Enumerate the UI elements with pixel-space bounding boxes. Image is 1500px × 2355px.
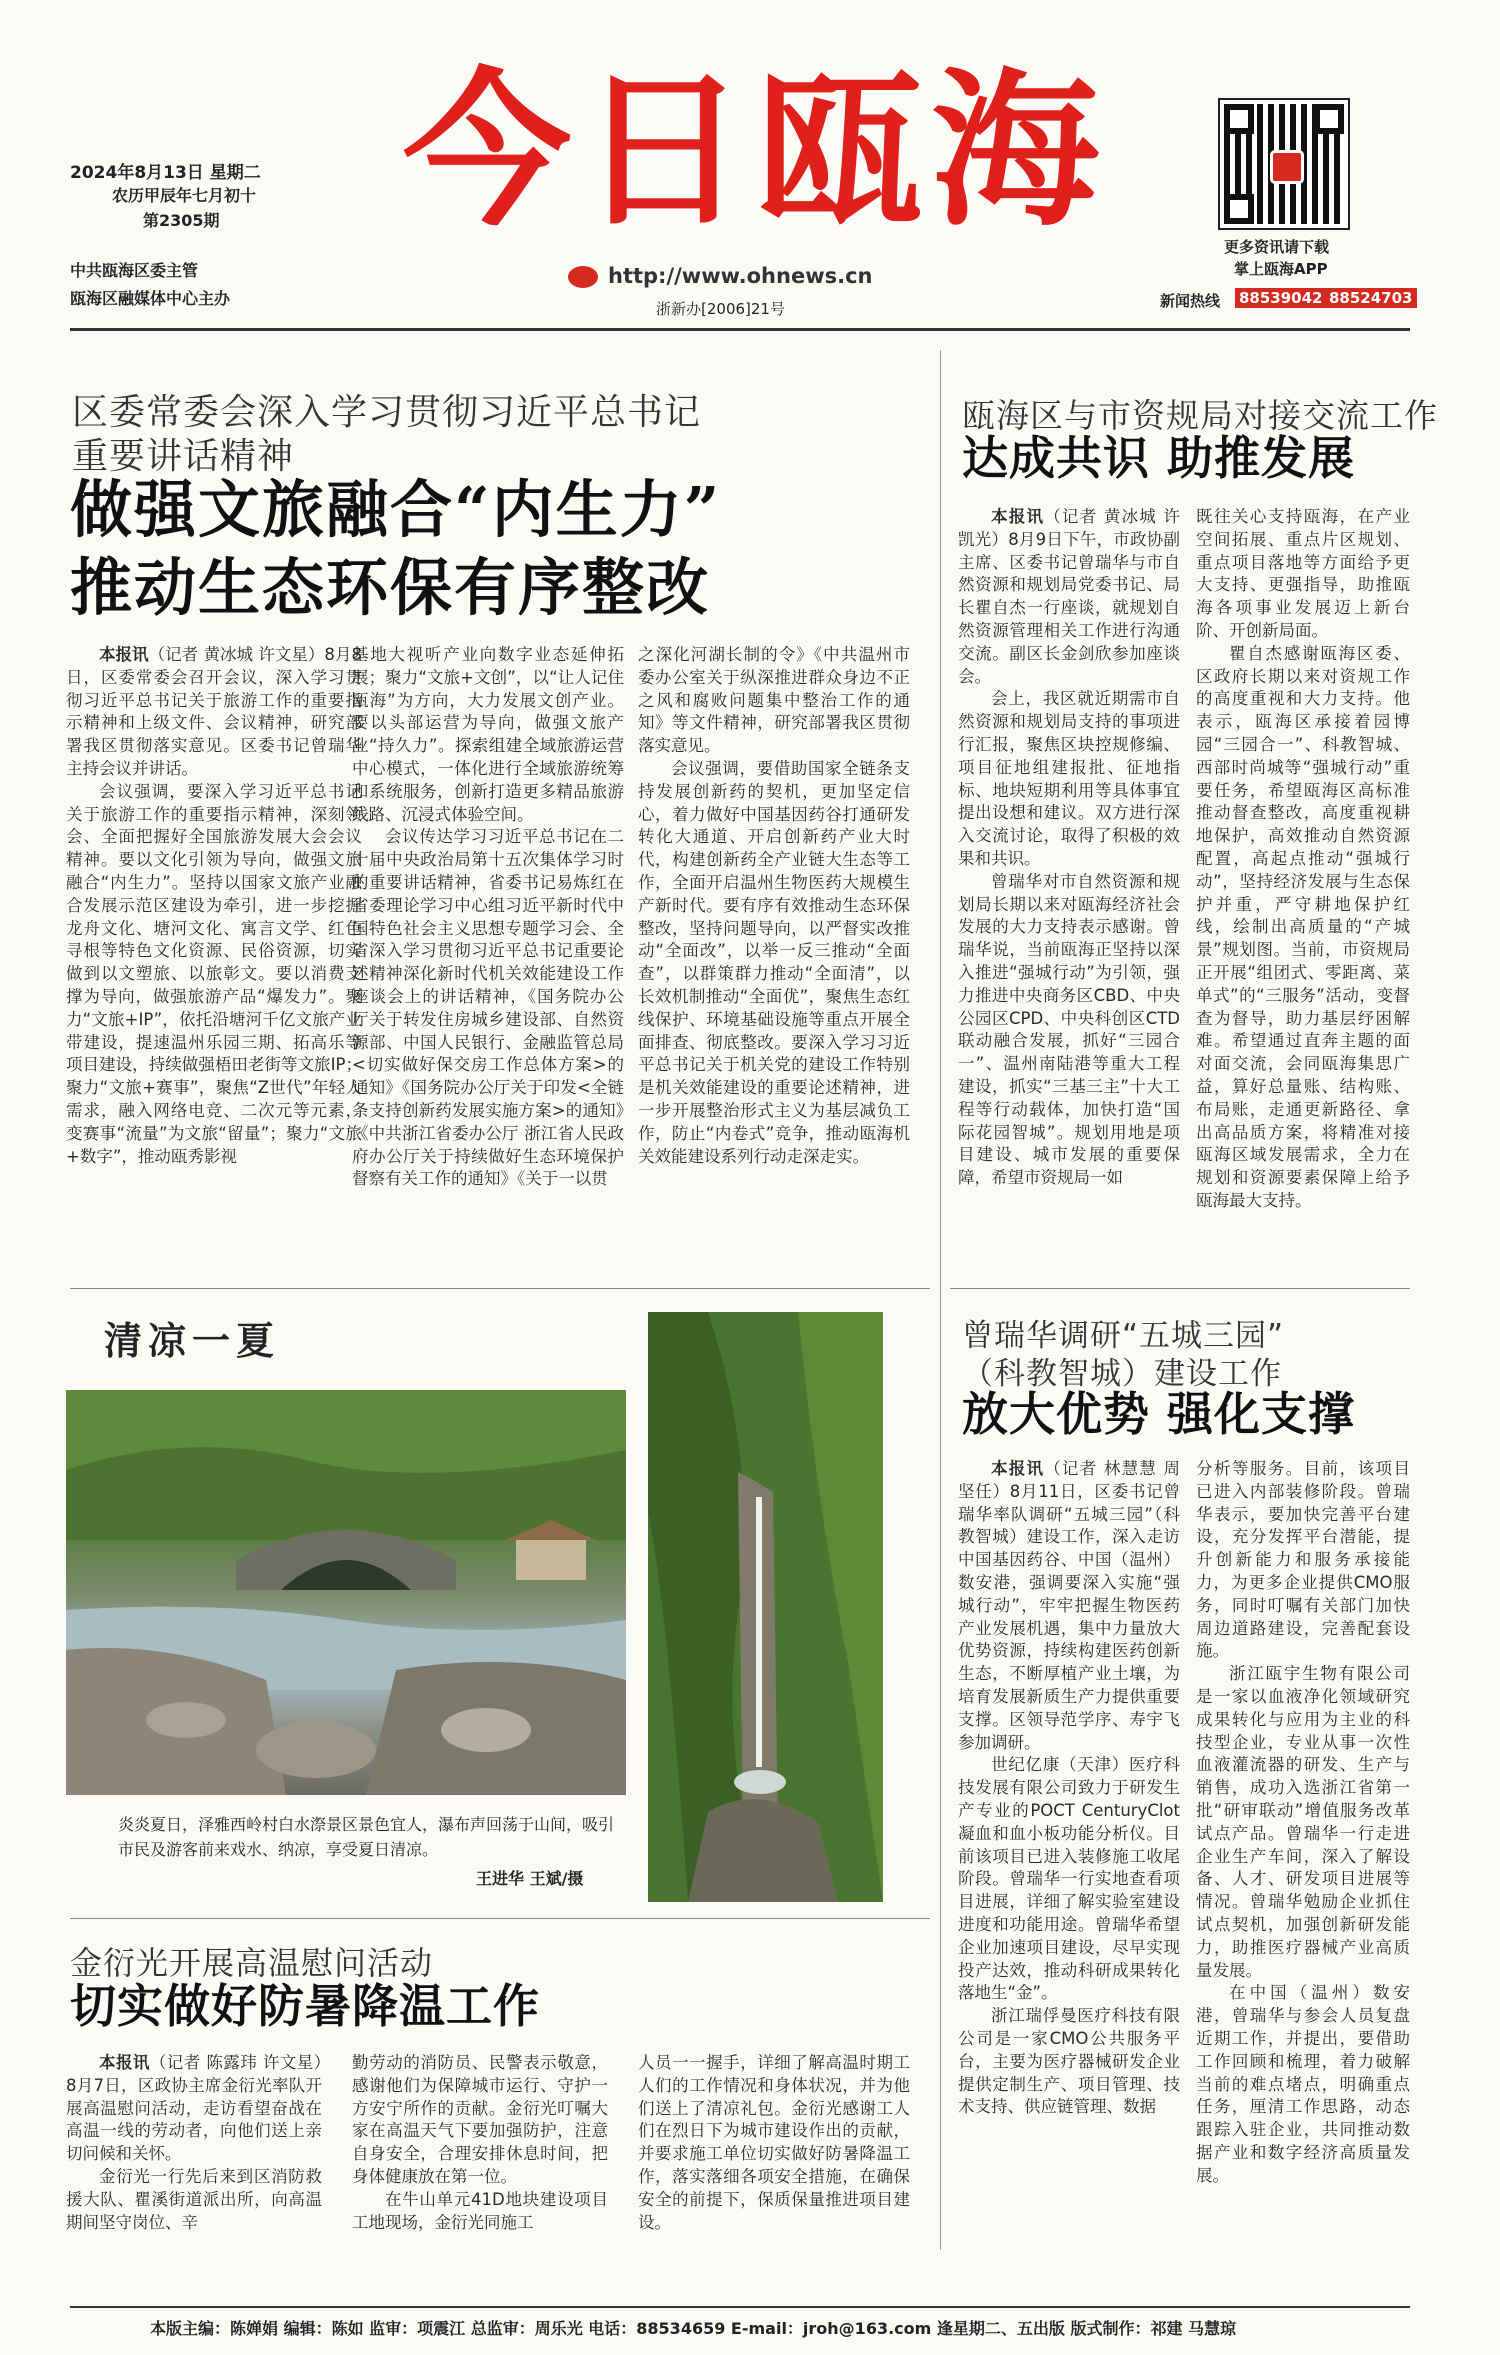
sponsor-line-1: 中共瓯海区委主管 [70, 261, 199, 280]
article1-col2 [352, 644, 624, 1272]
masthead [0, 0, 1500, 330]
web-icon [568, 266, 598, 288]
article3-kicker: 金衍光开展高温慰问活动 [70, 1944, 434, 1982]
issue-date: 2024年8月13日 星期二 [70, 163, 261, 183]
license-number: 浙新办[2006]21号 [656, 300, 785, 318]
article2-kicker: 瓯海区与市资规局对接交流工作 [962, 396, 1438, 435]
hotline-number-1[interactable]: 88539042 [1235, 288, 1327, 308]
waterfall-illustration [648, 1312, 883, 1902]
paragraph: 世纪亿康（天津）医疗科技发展有限公司致力于研发生产专业的POCT CenturyClot凝血和血小板功能分析仪。目前该项目已进入装修施工收尾阶段。曾瑞华一行实地查看项目进展，详细了解实验室建设进度和功能用途。曾瑞华希望企业加速项目建设，尽早实现投产达效，推动科研成果转化落地生“金”。 [958, 1755, 1180, 2003]
hotline-label: 新闻热线 [1160, 292, 1221, 310]
paragraph: 在牛山单元41D地块建设项目工地现场，金衍光同施工 [352, 2189, 608, 2232]
lunar-date: 农历甲辰年七月初十 [112, 186, 257, 205]
paragraph: 基地大视听产业向数字业态延伸拓展；聚力“文旅+文创”，以“让人记住瓯海”为方向，大力发展文创产业。要以头部运营为导向，做强文旅产业“持久力”。探索组建全域旅游运营中心模式，一体化进行全域旅游统筹和系统服务，创新打造更多精品旅游线路、沉浸式体验空间。 [352, 645, 624, 824]
qr-caption-2: 掌上瓯海APP [1234, 260, 1328, 278]
paragraph: 浙江瑞俘曼医疗科技有限公司是一家CMO公共服务平台，主要为医疗器械研发企业提供定制生产、项目管理、技术支持、供应链管理、数据 [958, 2006, 1180, 2117]
photo-feature-title: 清凉一夏 [104, 1318, 281, 1363]
article1-headline-2: 推动生态环保有序整改 [70, 551, 711, 624]
paragraph: 浙江瓯宇生物有限公司是一家以血液净化领域研究成果转化与应用为主业的科技型企业，专业从事一次性血液灌流器的研发、生产与销售，成功入选浙江省第一批“研审联动”增值服务改革试点产品。曾瑞华一行走进企业生产车间，深入了解设备、人才、研发项目进展等情况。曾瑞华勉励企业抓住试点契机，加强创新研发能力，助推医疗器械产业高质量发展。 [1196, 1664, 1410, 1980]
article3-col3 [638, 2052, 910, 2292]
article2-col1 [958, 506, 1180, 1276]
article4-col1 [958, 1458, 1180, 2298]
footer-credits: 本版主编：陈婵娟 编辑：陈如 监审：项震江 总监审：周乐光 电话：88534659 E-mail：jroh@163.com 逢星期二、五出版 版式制作：祁建 马慧琼 [150, 2319, 1237, 2338]
masthead-divider [70, 328, 1410, 331]
paragraph: 金衍光一行先后来到区消防救援大队、瞿溪街道派出所，向高温期间坚守岗位、辛 [66, 2166, 322, 2232]
paragraph: 本报讯（记者 黄冰城 许凯光）8月9日下午，市政协副主席、区委书记曾瑞华与市自然资源和规划局党委书记、局长瞿自杰一行座谈，就规划自然资源管理相关工作进行沟通交流。副区长金剑欣参加座谈会。 [958, 507, 1180, 686]
article4-kicker-1: 曾瑞华调研“五城三园” [962, 1318, 1285, 1354]
article3-col2 [352, 2052, 608, 2292]
bridge-illustration [66, 1390, 626, 1795]
website-url[interactable]: http://www.ohnews.cn [608, 264, 873, 288]
photo-waterfall [648, 1312, 883, 1902]
paragraph: 人员一一握手，详细了解高温时期工人们的工作情况和身体状况，并为他们送上了清凉礼包。金衍光感谢工人们在烈日下为城市建设作出的贡献，并要求施工单位切实做好防暑降温工作，落实落细各项安全措施，在确保安全的前提下，保质保量推进项目建设。 [638, 2053, 910, 2232]
qr-code[interactable] [1220, 100, 1348, 228]
section-divider-upper [70, 1288, 930, 1289]
article1-kicker-2: 重要讲话精神 [72, 436, 295, 477]
article4-col2 [1196, 1458, 1410, 2298]
app-logo-icon [1270, 150, 1304, 184]
section-divider-lower [70, 1918, 930, 1919]
article3-headline: 切实做好防暑降温工作 [70, 1979, 540, 2033]
article2-headline: 达成共识 助推发展 [962, 431, 1356, 485]
paragraph: 瞿自杰感谢瓯海区委、区政府长期以来对资规工作的高度重视和大力支持。他表示，瓯海区承接着园博园“三园合一”、科教智城、西部时尚城等“强城行动”重要任务，希望瓯海区高标准推动督查整改，高度重视耕地保护，高效推动自然资源配置，高起点推动“强城行动”，坚持经济发展与生态保护并重，严守耕地保护红线，绘制出高质量的“产城景”规划图。当前，市资规局正开展“组团式、零距离、菜单式”的“三服务”活动，变督查为督导，助力基层纾困解难。希望通过直奔主题的面对面交流，会同瓯海集思广益，算好总量账、结构账、布局账，走通更新路径、拿出高品质方案，将精准对接瓯海区域发展需求，全力在规划和资源要素保障上给予瓯海最大支持。 [1196, 643, 1410, 1210]
paragraph: 在中国（温州）数安港，曾瑞华与参会人员复盘近期工作，并提出，要借助工作回顾和梳理，着力破解当前的难点堵点，明确重点任务，厘清工作思路，动态跟踪入驻企业，共同推动数据产业和数字经济高质量发展。 [1196, 1983, 1410, 2185]
photo-stone-bridge [66, 1390, 626, 1795]
article1-col1 [66, 644, 362, 1272]
paragraph: 本报讯（记者 林慧慧 周坚任）8月11日，区委书记曾瑞华率队调研“五城三园”（科教智城）建设工作，深入走访中国基因药谷、中国（温州）数安港，强调要深入实施“强城行动”，牢牢把握生物医药产业发展机遇，集中力量放大优势资源，持续构建医药创新生态，不断厚植产业土壤，为培育发展新质生产力提供重要支撑。区领导范学序、寿宇飞参加调研。 [958, 1459, 1180, 1752]
paragraph: 既往关心支持瓯海，在产业空间拓展、重点片区规划、重点项目落地等方面给予更大支持、更强指导，助推瓯海各项事业发展迈上新台阶、开创新局面。 [1196, 507, 1410, 640]
paragraph: 会上，我区就近期需市自然资源和规划局支持的事项进行汇报，聚焦区块控规修编、项目征地组建报批、征地指标、地块短期利用等具体事宜提出设想和建议。双方进行深入交流讨论，取得了积极的效果和共识。 [958, 689, 1180, 868]
article4-headline: 放大优势 强化支撑 [962, 1387, 1356, 1441]
photo-credit: 王进华 王斌/摄 [476, 1869, 584, 1888]
article1-col3 [638, 644, 910, 1272]
paragraph: 会议传达学习习近平总书记在二十届中央政治局第十五次集体学习时的重要讲话精神，省委书记易炼红在省委理论学习中心组习近平新时代中国特色社会主义思想专题学习会、全省深入学习贯彻习近平总书记重要论述精神深化新时代机关效能建设工作座谈会上的讲话精神，《国务院办公厅关于转发住房城乡建设部、自然资源部、中国人民银行、金融监管总局<切实做好保交房工作总体方案>的通知》《国务院办公厅关于印发<全链条支持创新药发展实施方案>的通知》《中共浙江省委办公厅 浙江省人民政府办公厅关于持续做好生态环境保护督察有关工作的通知》《关于一以贯 [352, 827, 624, 1189]
paragraph: 本报讯（记者 黄冰城 许文星）8月8日，区委常委会召开会议，深入学习贯彻习近平总书记关于旅游工作的重要指示精神和上级文件、会议精神，研究部署我区贯彻落实意见。区委书记曾瑞华主持会议并讲话。 [66, 645, 362, 778]
hotline-number-2[interactable]: 88524703 [1325, 288, 1417, 308]
photo-caption: 炎炎夏日，泽雅西岭村白水漈景区景色宜人，瀑布声回荡于山间，吸引市民及游客前来戏水、纳凉，享受夏日清凉。 [118, 1815, 615, 1859]
paragraph: 会议强调，要深入学习近平总书记关于旅游工作的重要指示精神，深刻领会、全面把握好全国旅游发展大会会议精神。要以文化引领为导向，做强文旅融合“内生力”。坚持以国家文旅产业融合发展示范区建设为牵引，进一步挖掘龙舟文化、塘河文化、寓言文学、红色寻根等特色文化资源、民俗资源，切实做到以文塑旅、以旅彰文。要以消费支撑为导向，做强旅游产品“爆发力”。聚力“文旅+IP”，依托沿塘河千亿文旅产业带建设，提速温州乐园三期、拓高乐等项目建设，持续做强梧田老街等文旅IP；聚力“文旅+赛事”，聚焦“Z世代”年轻人需求，融入网络电竞、二次元等元素，变赛事“流量”为文旅“留量”；聚力“文旅+数字”，推动瓯秀影视 [66, 781, 362, 1166]
qr-caption-1: 更多资讯请下载 [1224, 238, 1330, 256]
paragraph: 勤劳动的消防员、民警表示敬意，感谢他们为保障城市运行、守护一方安宁所作的贡献。金衍光叮嘱大家在高温天气下要加强防护，注意自身安全，合理安排休息时间，把身体健康放在第一位。 [352, 2053, 608, 2186]
paragraph: 曾瑞华对市自然资源和规划局长期以来对瓯海经济社会发展的大力支持表示感谢。曾瑞华说，当前瓯海正坚持以深入推进“强城行动”为引领，强力推进中央商务区CBD、中央公园区CPD、中央科创区CTD联动融合发展，抓好“三园合一”、温州南陆港等重大工程建设，抓实“三基三主”十大工程等行动载体，加快打造“国际花园智城”。规划用地是项目建设、城市发展的重要保障，希望市资规局一如 [958, 871, 1180, 1188]
sponsor-line-2: 瓯海区融媒体中心主办 [70, 289, 231, 308]
article2-col2 [1196, 506, 1410, 1276]
footer-divider [70, 2306, 1410, 2308]
paragraph: 之深化河湖长制的令》《中共温州市委办公室关于纵深推进群众身边不正之风和腐败问题集中整治工作的通知》等文件精神，研究部署我区贯彻落实意见。 [638, 645, 910, 756]
paragraph: 本报讯（记者 陈露玮 许文星）8月7日，区政协主席金衍光率队开展高温慰问活动，走访看望奋战在高温一线的劳动者，向他们送上亲切问候和关怀。 [66, 2053, 322, 2164]
article3-col1 [66, 2052, 322, 2292]
newspaper-title: 今日瓯海 [403, 51, 1107, 249]
article4-kicker-2: （科教智城）建设工作 [962, 1356, 1282, 1392]
paragraph: 会议强调，要借助国家全链条支持发展创新药的契机，更加坚定信心，着力做好中国基因药谷打通研发转化大通道、开启创新药产业大时代，构建创新药全产业链大生态等工作，全面开启温州生物医药大规模生产新时代。要有序有效推动生态环保整改，坚持问题导向，以严督实改推动“全面改”，以举一反三推动“全面查”，以群策群力推动“全面清”，以长效机制推动“全面优”，聚焦生态红线保护、环境基础设施等重点开展全面排查、彻底整改。要深入学习习近平总书记关于机关党的建设工作特别是机关效能建设的重要论述精神，进一步开展整治形式主义为基层减负工作，防止“内卷式”竞争，推动瓯海机关效能建设系列行动走深走实。 [638, 758, 910, 1166]
column-rule-right [940, 350, 941, 2250]
article1-kicker-1: 区委常委会深入学习贯彻习近平总书记 [72, 392, 702, 433]
article1-headline-1: 做强文旅融合“内生力” [70, 473, 722, 546]
paragraph: 分析等服务。目前，该项目已进入内部装修阶段。曾瑞华表示，要加快完善平台建设，充分发挥平台潜能，提升创新能力和服务承接能力，为更多企业提供CMO服务，同时叮嘱有关部门加快周边道路建设，完善配套设施。 [1196, 1459, 1410, 1661]
section-divider-upper-right [950, 1288, 1410, 1289]
issue-number: 第2305期 [143, 211, 220, 230]
